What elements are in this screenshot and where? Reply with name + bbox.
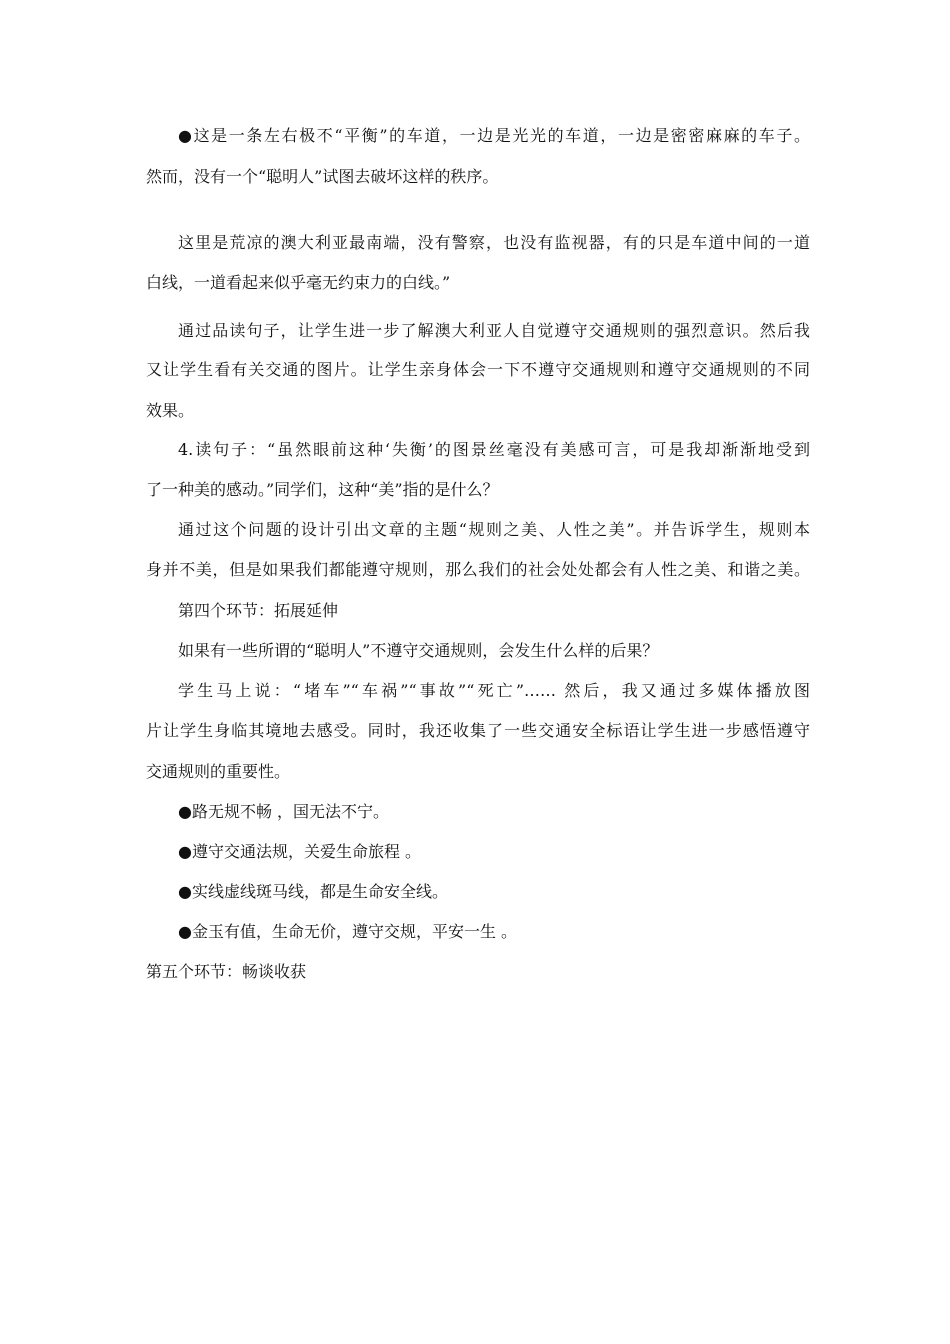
section-heading: 第四个环节：拓展延伸 [178,601,339,620]
paragraph-line: 了一种美的感动。”同学们，这种“美”指的是什么？ [146,480,499,499]
paragraph-line: 效果。 [146,401,195,420]
slogan-item: ●遵守交通法规，关爱生命旅程 。 [178,842,422,861]
paragraph-line: ●这是一条左右极不“平衡”的车道，一边是光光的车道，一边是密密麻麻的车子。 [178,126,810,145]
slogan-item: ●金玉有值，生命无价，遵守交规，平安一生 。 [178,922,518,941]
paragraph-line: 身并不美，但是如果我们都能遵守规则，那么我们的社会处处都会有人性之美、和谐之美。 [146,560,810,579]
paragraph-line: 这里是荒凉的澳大利亚最南端，没有警察，也没有监视器，有的只是车道中间的一道 [178,233,810,252]
paragraph-line: 片让学生身临其境地去感受。同时，我还收集了一些交通安全标语让学生进一步感悟遵守 [146,721,810,740]
paragraph-line: 又让学生看有关交通的图片。让学生亲身体会一下不遵守交通规则和遵守交通规则的不同 [146,360,810,379]
slogan-item: ●实线虚线斑马线，都是生命安全线。 [178,882,448,901]
paragraph-line: 通过品读句子，让学生进一步了解澳大利亚人自觉遵守交通规则的强烈意识。然后我 [178,321,810,340]
slogan-item: ●路无规不畅 ，国无法不宁。 [178,802,390,821]
paragraph-line: 交通规则的重要性。 [146,762,291,781]
paragraph-line: 然而，没有一个“聪明人”试图去破坏这样的秩序。 [146,167,499,186]
paragraph-line: 4.读句子：“虽然眼前这种‘失衡’的图景丝毫没有美感可言，可是我却渐渐地受到 [178,440,810,459]
paragraph-line: 白线，一道看起来似乎毫无约束力的白线。” [146,273,451,292]
paragraph-line: 学生马上说：“堵车”“车祸”“事故”“死亡”…… 然后，我又通过多媒体播放图 [178,681,810,700]
paragraph-line: 通过这个问题的设计引出文章的主题“规则之美、人性之美”。并告诉学生，规则本 [178,520,810,539]
section-heading: 第五个环节：畅谈收获 [146,962,307,981]
paragraph-line: 如果有一些所谓的“聪明人”不遵守交通规则，会发生什么样的后果？ [178,641,659,660]
